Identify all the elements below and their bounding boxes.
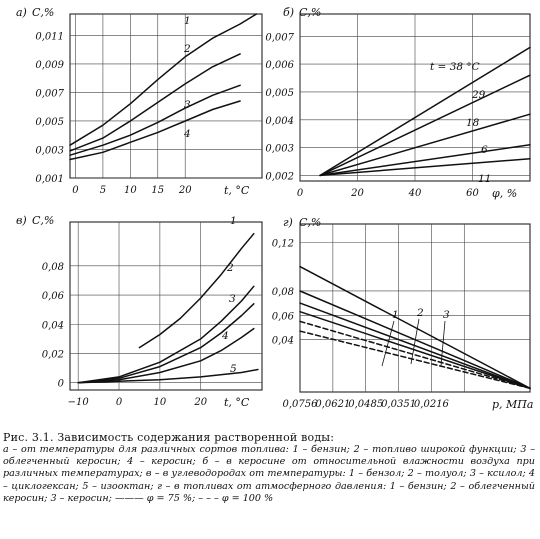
y-tick-label: 0 (57, 378, 64, 390)
y-tick-label: 0,08 (271, 286, 294, 298)
x-tick-label: 0,0351 (381, 399, 417, 410)
y-tick-label: 0,12 (271, 238, 294, 250)
figure-caption-body: а – от температуры для различных сортов топлива: 1 – бензин; 2 – топливо широкой функции; 3 – облегченный керосин; 4 – керосин; б – в керосине от относительной влажности воздуха при различных температурах; в – в углеводородах от температуры: 1 – бензол; 2 – толуол; 3 – ксилол; 4 – циклогексан; 5 – изооктан; г – в топливах от атмосферного давления: 1 – бензин; 2 – облегченный керосин; 3 – керосин; ——— φ = 75 %; – – – φ = 100 % (3, 444, 535, 504)
x-axis-label: t, °C (224, 184, 250, 197)
x-tick-label: 40 (408, 188, 422, 199)
y-axis-label: С,% (32, 214, 55, 227)
series-label: 18 (466, 117, 480, 129)
panel-letter: б) (283, 6, 295, 19)
y-tick-label: 0,06 (271, 311, 294, 323)
x-tick-label: 0 (115, 397, 123, 408)
series-label: 5 (230, 363, 237, 375)
series-label: 11 (478, 173, 492, 185)
series-label: t = 38 °C (430, 61, 480, 73)
y-axis-label: С,% (32, 6, 55, 19)
y-tick-label: 0,002 (265, 171, 294, 183)
x-tick-label: 15 (151, 185, 165, 196)
y-tick-label: 0,005 (35, 116, 64, 128)
series-label: 2 (417, 307, 424, 319)
y-tick-label: 0,08 (41, 261, 64, 273)
y-tick-label: 0,001 (35, 174, 64, 185)
x-tick-label: 0,0216 (413, 399, 449, 410)
x-tick-label: 0 (296, 188, 304, 199)
series-line (70, 14, 257, 145)
y-tick-label: 0,04 (41, 320, 64, 332)
series-line (70, 54, 240, 151)
series-label: 1 (392, 309, 399, 321)
x-tick-label: 5 (99, 185, 107, 196)
series-line (139, 234, 253, 348)
plot-frame-3 (300, 224, 530, 392)
x-axis-label: t, °C (224, 396, 250, 409)
x-tick-label: 10 (123, 185, 137, 196)
series-line (300, 267, 530, 389)
x-axis-label: φ, % (492, 187, 518, 200)
x-tick-label: 10 (153, 397, 167, 408)
series-line (300, 303, 530, 388)
y-tick-label: 0,003 (265, 143, 294, 155)
panel-letter: г) (283, 216, 293, 229)
series-label: 4 (184, 128, 191, 140)
x-tick-label: 0 (72, 185, 79, 196)
y-tick-label: 0,011 (35, 31, 64, 43)
series-label: 3 (229, 293, 236, 305)
series-label: 4 (222, 330, 229, 342)
x-tick-label: 0,0621 (315, 399, 351, 410)
figure-caption-title: Рис. 3.1. Зависимость содержания растворенной воды: (3, 431, 335, 444)
y-tick-label: 0,007 (265, 32, 294, 44)
y-tick-label: 0,006 (265, 60, 294, 72)
x-tick-label: 20 (194, 397, 208, 408)
series-label: 3 (443, 309, 450, 321)
y-tick-label: 0,06 (41, 291, 64, 303)
series-label: 1 (230, 215, 237, 227)
y-tick-label: 0,004 (265, 115, 294, 127)
y-axis-label: С,% (299, 6, 322, 19)
y-tick-label: 0,009 (35, 59, 64, 71)
x-tick-label: 0,0756 (282, 399, 318, 410)
series-label: 2 (227, 262, 234, 274)
x-tick-label: −10 (67, 397, 89, 408)
series-line (320, 114, 530, 175)
y-axis-label: С,% (299, 216, 322, 229)
series-line (320, 159, 530, 176)
series-label: 29 (472, 89, 486, 101)
series-label: 2 (184, 43, 191, 55)
series-line (320, 47, 530, 175)
x-tick-label: 20 (178, 185, 192, 196)
panel-letter: в) (16, 214, 27, 227)
series-label: 1 (184, 15, 191, 27)
series-label: 3 (184, 99, 191, 111)
series-line (300, 321, 530, 388)
y-tick-label: 0,003 (35, 145, 64, 157)
x-tick-label: 0,0485 (348, 399, 384, 410)
series-label: 6 (481, 144, 488, 156)
series-line (300, 312, 530, 389)
y-tick-label: 0,007 (35, 88, 64, 100)
y-tick-label: 0,02 (41, 349, 64, 361)
y-tick-label: 0,04 (271, 335, 294, 347)
panel-letter: а) (16, 6, 27, 19)
x-tick-label: 20 (351, 188, 364, 199)
series-line (70, 85, 240, 155)
x-tick-label: 60 (466, 188, 479, 199)
y-tick-label: 0,005 (265, 87, 294, 99)
x-axis-label: p, МПа (492, 398, 534, 411)
